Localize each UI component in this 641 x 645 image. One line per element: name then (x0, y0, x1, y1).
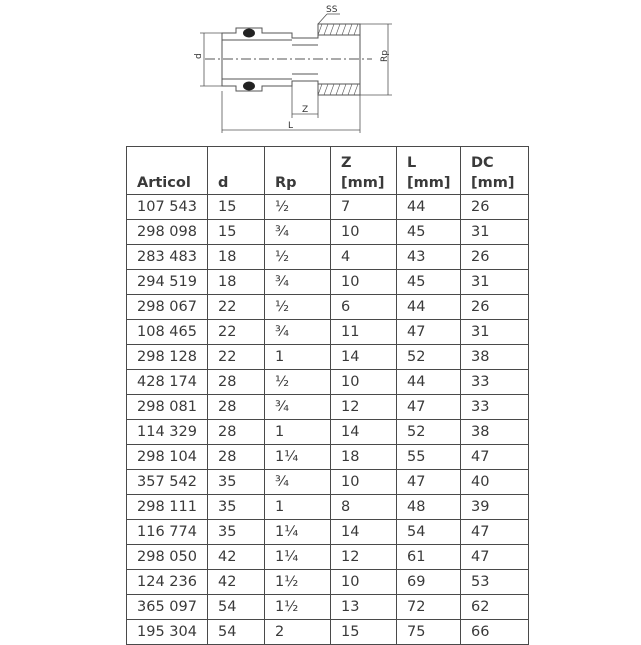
cell-articol: 107 543 (127, 195, 208, 220)
cell-rp: ¾ (265, 220, 331, 245)
table-row (127, 520, 529, 545)
cell-z: 18 (331, 445, 397, 470)
o-ring-top (243, 29, 255, 38)
cell-z: 13 (331, 595, 397, 620)
table-row (127, 620, 529, 645)
column-header-l (397, 147, 461, 195)
cell-d: 42 (208, 545, 265, 570)
cell-l: 55 (397, 445, 461, 470)
cell-z: 10 (331, 220, 397, 245)
cell-rp: 2 (265, 620, 331, 645)
cell-l: 44 (397, 370, 461, 395)
table-row (127, 395, 529, 420)
fitting-technical-drawing (0, 0, 641, 140)
column-header-articol (127, 147, 208, 195)
cell-articol: 365 097 (127, 595, 208, 620)
cell-z: 10 (331, 370, 397, 395)
cell-dc: 62 (461, 595, 529, 620)
cell-l: 47 (397, 470, 461, 495)
d-label: d (194, 53, 204, 59)
column-header-label: d (218, 175, 229, 191)
table-row (127, 570, 529, 595)
table-row (127, 495, 529, 520)
table-row (127, 195, 529, 220)
cell-z: 14 (331, 520, 397, 545)
cell-rp: 1 (265, 495, 331, 520)
cell-z: 14 (331, 420, 397, 445)
cell-articol: 298 067 (127, 295, 208, 320)
l-label: L (288, 121, 294, 131)
cell-dc: 33 (461, 395, 529, 420)
cell-articol: 114 329 (127, 420, 208, 445)
cell-articol: 283 483 (127, 245, 208, 270)
cell-dc: 33 (461, 370, 529, 395)
cell-l: 69 (397, 570, 461, 595)
cell-l: 45 (397, 270, 461, 295)
cell-articol: 428 174 (127, 370, 208, 395)
rp-label: Rp (380, 50, 390, 62)
column-header-label: DC (471, 155, 494, 171)
cell-d: 15 (208, 195, 265, 220)
cell-z: 12 (331, 395, 397, 420)
cell-dc: 26 (461, 195, 529, 220)
cell-l: 44 (397, 295, 461, 320)
cell-rp: 1¼ (265, 445, 331, 470)
cell-d: 42 (208, 570, 265, 595)
cell-articol: 108 465 (127, 320, 208, 345)
cell-z: 8 (331, 495, 397, 520)
cell-l: 54 (397, 520, 461, 545)
cell-d: 28 (208, 370, 265, 395)
cell-l: 72 (397, 595, 461, 620)
cell-rp: ½ (265, 195, 331, 220)
cell-z: 10 (331, 570, 397, 595)
column-header-dc (461, 147, 529, 195)
table-row (127, 220, 529, 245)
cell-articol: 298 128 (127, 345, 208, 370)
cell-l: 52 (397, 345, 461, 370)
cell-rp: 1¼ (265, 520, 331, 545)
cell-z: 10 (331, 470, 397, 495)
table-row (127, 470, 529, 495)
cell-dc: 31 (461, 320, 529, 345)
cell-d: 54 (208, 620, 265, 645)
cell-articol: 195 304 (127, 620, 208, 645)
cell-articol: 298 111 (127, 495, 208, 520)
cell-d: 54 (208, 595, 265, 620)
column-header-label: Rp (275, 175, 297, 191)
ss-label: SS (326, 5, 338, 15)
table-row (127, 295, 529, 320)
table-row (127, 270, 529, 295)
cell-dc: 26 (461, 295, 529, 320)
cell-dc: 47 (461, 445, 529, 470)
table-row (127, 420, 529, 445)
cell-rp: 1 (265, 420, 331, 445)
cell-rp: ½ (265, 295, 331, 320)
column-header-label: Articol (137, 175, 191, 191)
cell-d: 18 (208, 270, 265, 295)
o-ring-bottom (243, 82, 255, 91)
table-row (127, 370, 529, 395)
column-header-z (331, 147, 397, 195)
cell-articol: 124 236 (127, 570, 208, 595)
table-row (127, 445, 529, 470)
cell-d: 35 (208, 470, 265, 495)
cell-dc: 39 (461, 495, 529, 520)
cell-dc: 47 (461, 545, 529, 570)
table-row (127, 545, 529, 570)
cell-dc: 53 (461, 570, 529, 595)
cell-rp: ½ (265, 245, 331, 270)
cell-rp: 1 (265, 345, 331, 370)
table-body (127, 195, 529, 645)
table-row (127, 245, 529, 270)
cell-d: 18 (208, 245, 265, 270)
cell-dc: 38 (461, 420, 529, 445)
cell-d: 35 (208, 495, 265, 520)
cell-d: 15 (208, 220, 265, 245)
cell-dc: 38 (461, 345, 529, 370)
z-label: Z (302, 105, 309, 115)
cell-dc: 66 (461, 620, 529, 645)
cell-articol: 294 519 (127, 270, 208, 295)
column-header-unit: [mm] (341, 175, 385, 191)
cell-dc: 40 (461, 470, 529, 495)
cell-l: 45 (397, 220, 461, 245)
cell-dc: 47 (461, 520, 529, 545)
cell-articol: 298 081 (127, 395, 208, 420)
cell-l: 47 (397, 320, 461, 345)
cell-z: 11 (331, 320, 397, 345)
cell-l: 44 (397, 195, 461, 220)
cell-z: 12 (331, 545, 397, 570)
cell-d: 28 (208, 395, 265, 420)
cell-z: 14 (331, 345, 397, 370)
cell-articol: 298 098 (127, 220, 208, 245)
cell-dc: 26 (461, 245, 529, 270)
column-header-rp (265, 147, 331, 195)
cell-articol: 116 774 (127, 520, 208, 545)
table-row (127, 595, 529, 620)
cell-articol: 357 542 (127, 470, 208, 495)
cell-d: 22 (208, 295, 265, 320)
cell-z: 15 (331, 620, 397, 645)
column-header-label: Z (341, 155, 352, 171)
cell-d: 35 (208, 520, 265, 545)
column-header-unit: [mm] (407, 175, 451, 191)
column-header-d (208, 147, 265, 195)
cell-z: 10 (331, 270, 397, 295)
cell-z: 7 (331, 195, 397, 220)
cell-rp: ¾ (265, 270, 331, 295)
cell-rp: 1½ (265, 595, 331, 620)
cell-d: 22 (208, 345, 265, 370)
cell-rp: ¾ (265, 470, 331, 495)
cell-d: 28 (208, 420, 265, 445)
column-header-unit: [mm] (471, 175, 515, 191)
cell-d: 28 (208, 445, 265, 470)
cell-dc: 31 (461, 270, 529, 295)
column-header-label: L (407, 155, 417, 171)
cell-dc: 31 (461, 220, 529, 245)
cell-rp: 1½ (265, 570, 331, 595)
cell-l: 48 (397, 495, 461, 520)
cell-rp: ¾ (265, 320, 331, 345)
cell-l: 75 (397, 620, 461, 645)
cell-l: 47 (397, 395, 461, 420)
cell-d: 22 (208, 320, 265, 345)
table-header-row (127, 147, 529, 195)
cell-rp: ¾ (265, 395, 331, 420)
cell-z: 6 (331, 295, 397, 320)
table-row (127, 345, 529, 370)
cell-articol: 298 104 (127, 445, 208, 470)
cell-l: 52 (397, 420, 461, 445)
cell-rp: ½ (265, 370, 331, 395)
cell-articol: 298 050 (127, 545, 208, 570)
cell-l: 43 (397, 245, 461, 270)
dimensions-table (126, 146, 529, 645)
cell-l: 61 (397, 545, 461, 570)
cell-z: 4 (331, 245, 397, 270)
table-row (127, 320, 529, 345)
cell-rp: 1¼ (265, 545, 331, 570)
